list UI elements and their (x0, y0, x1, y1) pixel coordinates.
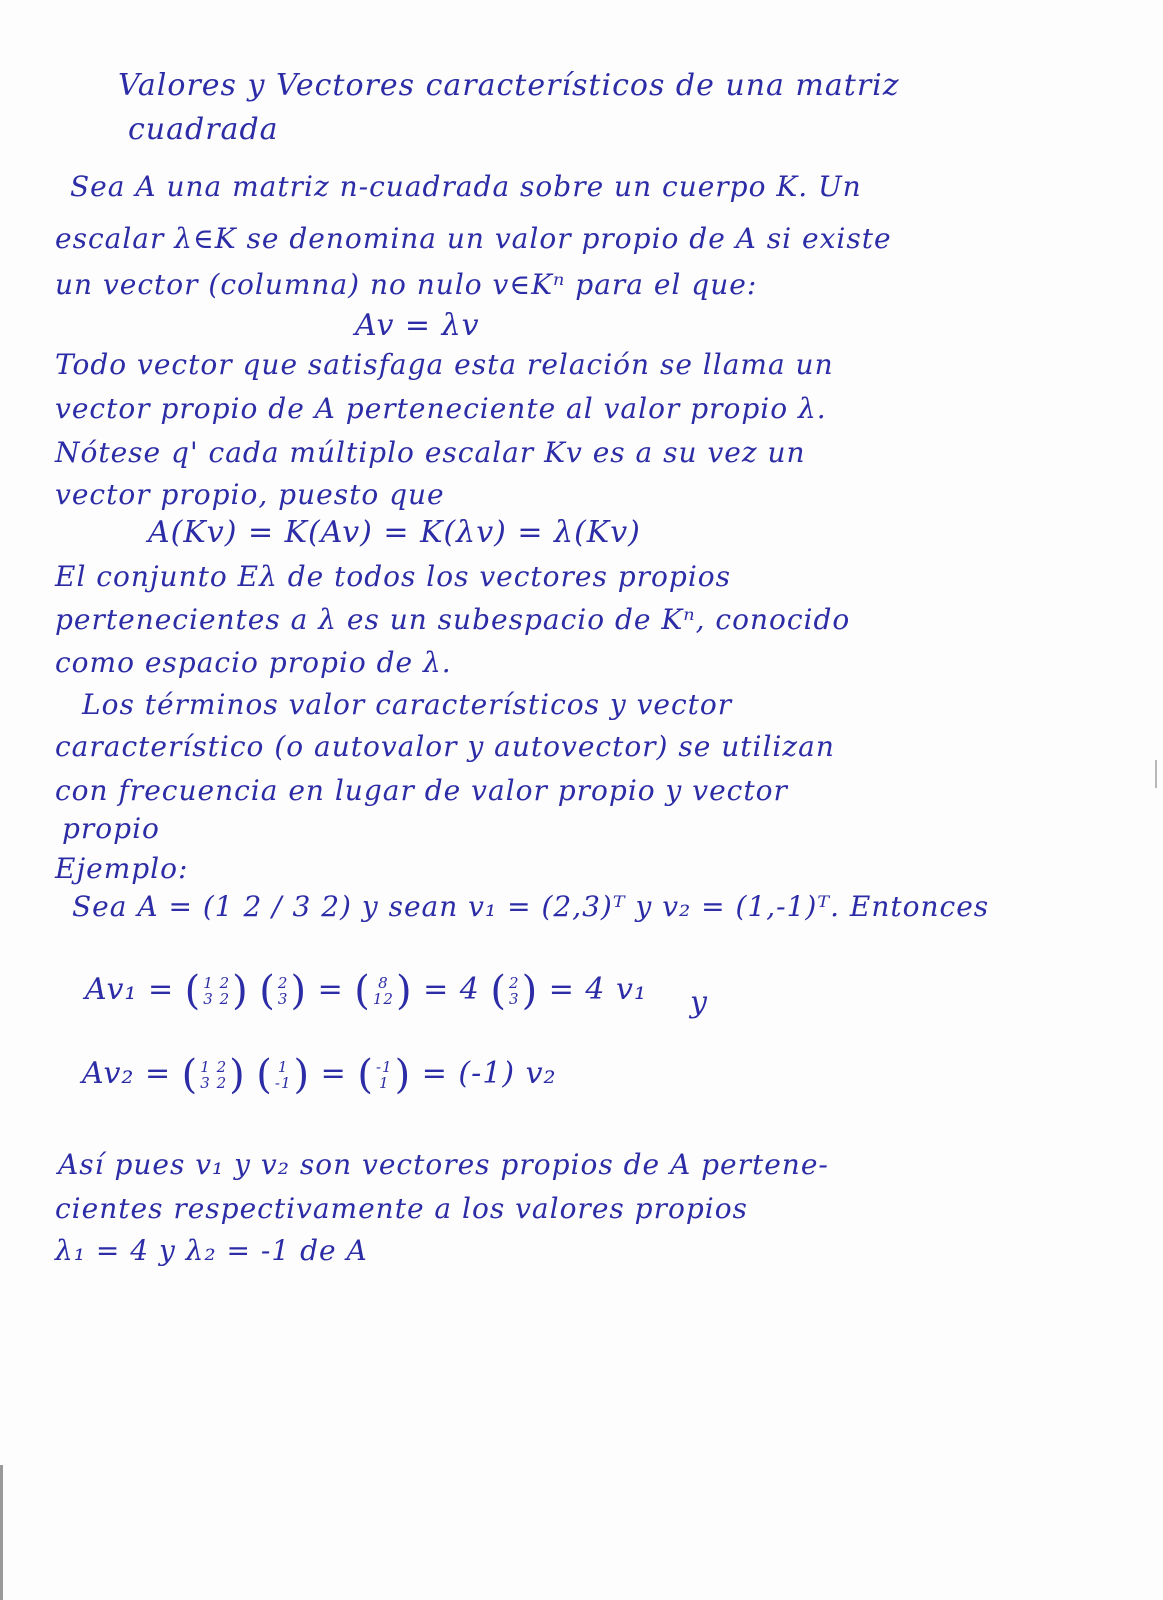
paragraph1-line-2: escalar λ∈K se denomina un valor propio de A si existe (55, 222, 892, 255)
conclusion-line-3: λ₁ = 4 y λ₂ = -1 de A (55, 1234, 368, 1267)
example-intro: Sea A = (1 2 / 3 2) y sean v₁ = (2,3)ᵀ y v₂ = (1,-1)ᵀ. Entonces (72, 890, 990, 923)
vector-v1: 2 3 (277, 974, 289, 1008)
paragraph2-line-4: vector propio, puesto que (55, 478, 445, 511)
equation-av1-lhs: Av₁ = (85, 972, 175, 1007)
paragraph2-line-2: vector propio de A perteneciente al valor propio λ. (55, 392, 827, 425)
paragraph1-line-3: un vector (columna) no nulo v∈Kⁿ para el que: (55, 268, 758, 301)
title-line-2: cuadrada (128, 112, 279, 147)
paragraph3-line-1: El conjunto Eλ de todos los vectores propios (55, 560, 732, 593)
matrix-a: 1 2 3 2 (203, 974, 231, 1008)
matrix-a-second: 1 2 3 2 (200, 1058, 228, 1092)
equation-scalar-multiple: A(Kv) = K(Av) = K(λv) = λ(Kv) (148, 515, 641, 550)
equation-av1: Av₁ = ( 1 2 3 2) ( 2 3) = ( 8 12) = 4 ( 2 3) = 4 v₁ (85, 968, 648, 1014)
paragraph4-line-2: característico (o autovalor y autovector) se utilizan (55, 730, 835, 763)
vector-v2-close-paren: ) (293, 1052, 311, 1098)
matrix-a2-open-paren: ( (181, 1052, 199, 1098)
vector-result1-open-paren: ( (354, 968, 371, 1014)
equation-av2-lhs: Av₂ = (82, 1056, 172, 1091)
matrix-a2-close-paren: ) (229, 1052, 246, 1098)
conclusion-line-1: Así pues v₁ y v₂ son vectores propios de A pertene- (58, 1148, 829, 1181)
paragraph3-line-3: como espacio propio de λ. (55, 646, 452, 679)
vector-v1-repeat-open-paren: ( (490, 968, 508, 1014)
scan-margin-mark (1155, 760, 1157, 788)
vector-v1-repeat: 2 3 (509, 974, 520, 1008)
paragraph3-line-2: pertenecientes a λ es un subespacio de Kⁿ, conocido (55, 603, 851, 636)
paragraph1-line-1: Sea A una matriz n-cuadrada sobre un cuerpo K. Un (70, 170, 862, 203)
vector-v2: 1 -1 (274, 1058, 292, 1092)
example-heading: Ejemplo: (55, 852, 189, 885)
conclusion-line-2: cientes respectivamente a los valores propios (55, 1192, 748, 1225)
vector-result2-close-paren: ) (394, 1052, 412, 1098)
vector-v1-open-paren: ( (259, 968, 276, 1014)
paragraph4-line-4: propio (62, 812, 160, 845)
paragraph4-line-1: Los términos valor característicos y vector (82, 688, 733, 721)
equation-av2-rhs: = (-1) v₂ (421, 1056, 557, 1091)
paragraph4-line-3: con frecuencia en lugar de valor propio y vector (55, 774, 788, 807)
vector-v1-repeat-close-paren: ) (521, 968, 539, 1014)
scan-edge-shadow (0, 1465, 3, 1600)
equation-av1-y: y (690, 985, 708, 1020)
equation-av2: Av₂ = ( 1 2 3 2) ( 1 -1) = ( -1 1 ) = (-1) v₂ (82, 1052, 557, 1098)
vector-result1-close-paren: ) (395, 968, 413, 1014)
vector-v2-open-paren: ( (256, 1052, 273, 1098)
paragraph2-line-1: Todo vector que satisfaga esta relación se llama un (55, 348, 834, 381)
title-line-1: Valores y Vectores característicos de una matriz (118, 68, 900, 103)
vector-result2: -1 1 (375, 1058, 393, 1092)
vector-v1-close-paren: ) (290, 968, 308, 1014)
equation-av1-rhs: = 4 v₁ (548, 972, 648, 1007)
equation-av-lambda-v: Av = λv (355, 308, 480, 343)
vector-result2-open-paren: ( (357, 1052, 374, 1098)
matrix-a-open-paren: ( (184, 968, 202, 1014)
paragraph2-line-3: Nótese q' cada múltiplo escalar Kv es a su vez un (55, 436, 806, 469)
vector-result1: 8 12 (372, 974, 394, 1008)
matrix-a-close-paren: ) (232, 968, 249, 1014)
